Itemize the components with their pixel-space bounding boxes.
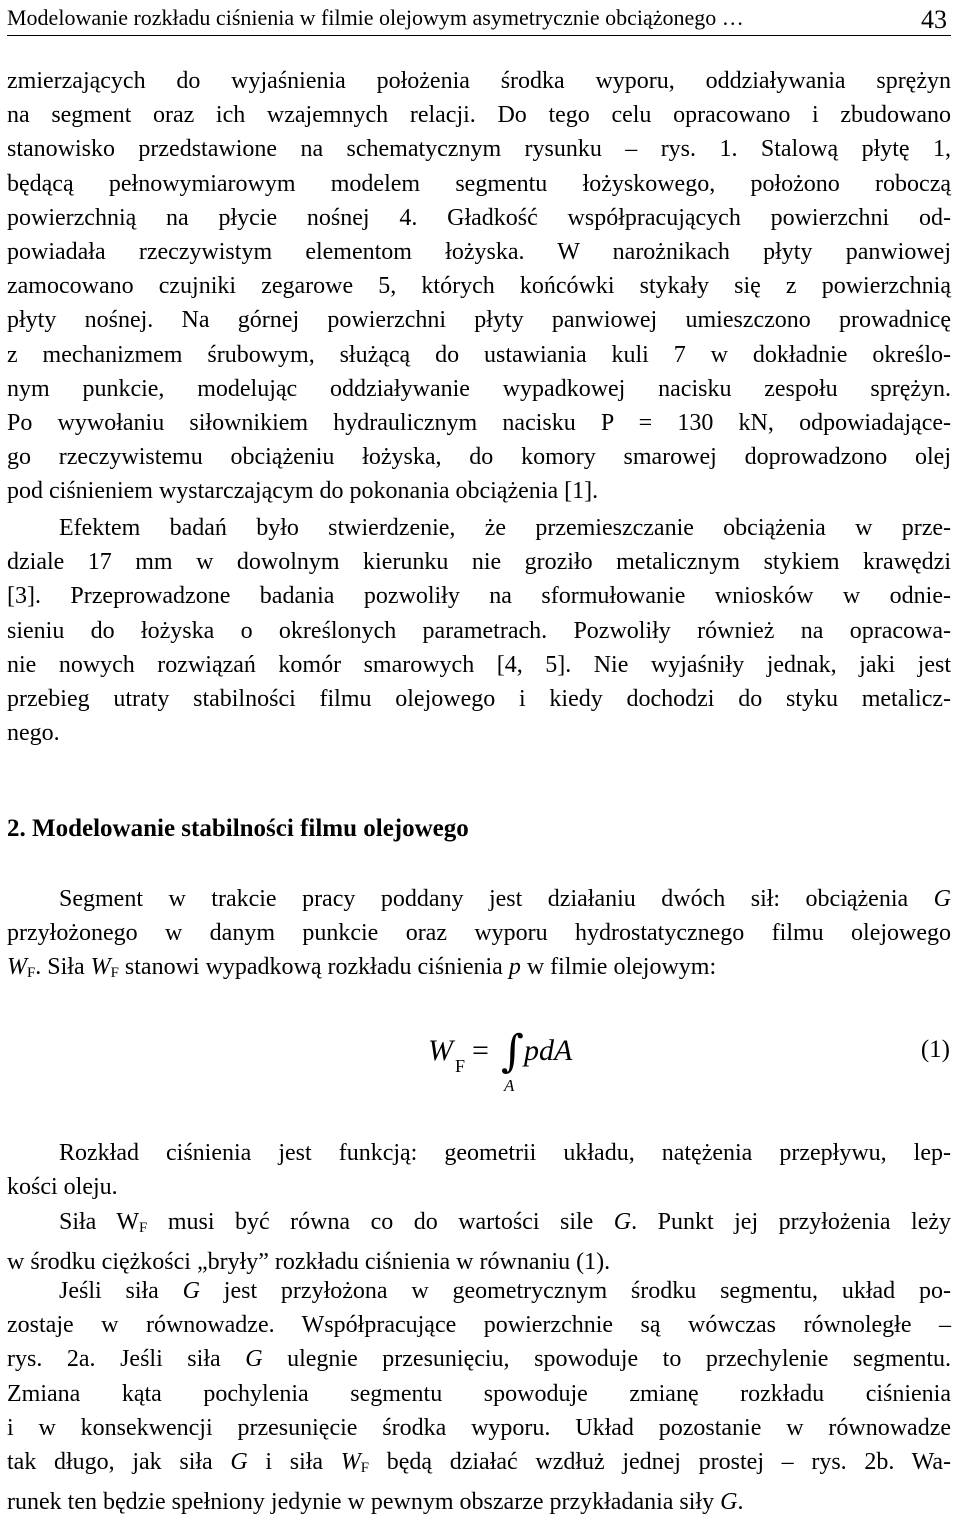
text-line: w środku ciężkości „bryły” rozkładu ciśnienia w równaniu (1). <box>7 1249 611 1276</box>
text-line <box>7 1274 951 1308</box>
symbol-G: G <box>230 1449 248 1476</box>
text-line <box>7 1445 951 1485</box>
equation-lhs-subscript: F <box>455 1056 466 1076</box>
text-line: na segment oraz ich wzajemnych relacji. Do tego celu opracowano i zbudowano <box>7 102 951 129</box>
paragraph-4 <box>7 1136 951 1204</box>
symbol-subscript: F <box>139 1220 148 1236</box>
text-span: runek ten będzie spełniony jedynie w pewnym obszarze przykładania siły <box>7 1489 721 1516</box>
symbol-G: G <box>720 1489 738 1516</box>
text-line <box>7 1342 951 1376</box>
equation-1 <box>0 1020 960 1100</box>
symbol-W: W <box>340 1449 361 1476</box>
text-line: z mechanizmem śrubowym, służącą do ustawiania kuli 7 w dokładnie określo- <box>7 341 951 368</box>
text-line: przyłożonego w danym punkcie oraz wyporu hydrostatycznego filmu olejowego <box>7 920 951 947</box>
symbol-p: p <box>508 954 521 981</box>
text-line: nie nowych rozwiązań komór smarowych [4, 5]. Nie wyjaśniły jednak, jaki jest <box>7 651 951 678</box>
paragraph-6 <box>7 1274 951 1519</box>
paragraph-5 <box>7 1205 951 1279</box>
text-line: dziale 17 mm w dowolnym kierunku nie groziło metalicznym stykiem krawędzi <box>7 549 951 576</box>
text-line: [3]. Przeprowadzone badania pozwoliły na sformułowanie wniosków w odnie- <box>7 583 951 610</box>
text-line: Po wywołaniu siłownikiem hydraulicznym nacisku P = 130 kN, odpowiadające- <box>7 410 951 437</box>
text-line: pod ciśnieniem wystarczającym do pokonania obciążenia [1]. <box>7 478 599 505</box>
text-line: Rozkład ciśnienia jest funkcją: geometrii układu, natężenia przepływu, lep- <box>59 1140 951 1166</box>
symbol-G: G <box>933 886 951 912</box>
text-span: musi być równa co do wartości sile <box>147 1209 614 1235</box>
symbol-G: G <box>245 1346 263 1373</box>
text-line: i w konsekwencji przesunięcie środka wyporu. Układ pozostanie w równowadze <box>7 1414 951 1441</box>
text-line: sieniu do łożyska o określonych parametrach. Pozwoliły również na opracowa- <box>7 617 951 644</box>
equation-number: (1) <box>920 1036 950 1063</box>
text-span: będą działać wzdłuż jednej prostej – rys. 2b. Wa- <box>369 1449 951 1476</box>
text-span: stanowi wypadkową rozkładu ciśnienia <box>118 954 509 981</box>
text-line: zostaje w równowadze. Współpracujące powierzchnie są wówczas równoległe – <box>7 1312 951 1339</box>
text-span: Segment w trakcie pracy poddany jest działaniu dwóch sił: obciążenia <box>59 886 934 912</box>
text-line: go rzeczywistemu obciążeniu łożyska, do komory smarowej doprowadzono olej <box>7 444 951 471</box>
page-number: 43 <box>921 5 947 34</box>
text-line: zmierzających do wyjaśnienia położenia środka wyporu, oddziaływania sprężyn <box>7 68 951 94</box>
symbol-subscript: F <box>360 1460 370 1477</box>
symbol-W: W <box>7 954 27 981</box>
text-line: będącą pełnowymiarowym modelem segmentu łożyskowego, położono roboczą <box>7 170 951 197</box>
equation-lhs: W <box>428 1034 453 1067</box>
text-line: przebieg utraty stabilności filmu olejowego i kiedy dochodzi do styku metalicz- <box>7 686 951 713</box>
section-heading: 2. Modelowanie stabilności filmu olejowego <box>7 815 469 842</box>
text-line <box>7 950 951 990</box>
running-title: Modelowanie rozkładu ciśnienia w filmie olejowym asymetrycznie obciążonego … <box>7 5 744 30</box>
text-line: powiadała rzeczywistym elementom łożyska. W narożnikach płyty panwiowej <box>7 239 951 266</box>
paragraph-2 <box>7 511 951 750</box>
text-line: płyty nośnej. Na górnej powierzchni płyty panwiowej umieszczono prowadnicę <box>7 307 951 334</box>
text-span: i siła <box>247 1449 341 1476</box>
text-line: Efektem badań było stwierdzenie, że przemieszczanie obciążenia w prze- <box>59 515 951 541</box>
text-span: rys. 2a. Jeśli siła <box>7 1346 246 1373</box>
equation-equals: = <box>472 1034 489 1067</box>
symbol-G: G <box>613 1209 632 1235</box>
text-line <box>7 1205 951 1245</box>
text-span: Siła W <box>59 1209 140 1235</box>
text-span: tak długo, jak siła <box>7 1449 231 1476</box>
text-span: w filmie olejowym: <box>520 954 717 981</box>
paragraph-1 <box>7 64 951 509</box>
integral-sign: ∫ <box>501 1026 524 1077</box>
text-span: jest przyłożona w geometrycznym środku segmentu, układ po- <box>199 1278 951 1304</box>
text-line <box>7 882 951 916</box>
text-span: . <box>737 1489 744 1516</box>
symbol-G: G <box>182 1278 200 1304</box>
text-span: ulegnie przesunięciu, spowoduje to przechylenie segmentu. <box>262 1346 951 1373</box>
symbol-subscript: F <box>27 965 36 982</box>
text-line: zamocowano czujniki zegarowe 5, których końcówki stykały się z powierzchnią <box>7 273 951 300</box>
symbol-W: W <box>90 954 111 981</box>
paragraph-3 <box>7 882 951 991</box>
text-line: nego. <box>7 720 60 747</box>
equation-rhs: pdA <box>524 1034 573 1067</box>
text-line: powierzchnią na płycie nośnej 4. Gładkość współpracujących powierzchni od- <box>7 204 951 231</box>
text-line: stanowisko przedstawione na schematycznym rysunku – rys. 1. Stalową płytę 1, <box>7 136 951 163</box>
symbol-subscript: F <box>110 965 119 982</box>
text-line: nym punkcie, modelując oddziaływanie wypadkowej nacisku zespołu sprężyn. <box>7 375 951 402</box>
integral-limit: A <box>504 1076 515 1095</box>
text-span: . Siła <box>35 954 91 981</box>
text-span: Jeśli siła <box>59 1278 183 1304</box>
text-line: Zmiana kąta pochylenia segmentu spowoduje zmianę rozkładu ciśnienia <box>7 1380 951 1407</box>
text-span: . Punkt jej przyłożenia leży <box>631 1209 951 1235</box>
text-line: kości oleju. <box>7 1174 118 1201</box>
running-header <box>7 3 951 36</box>
